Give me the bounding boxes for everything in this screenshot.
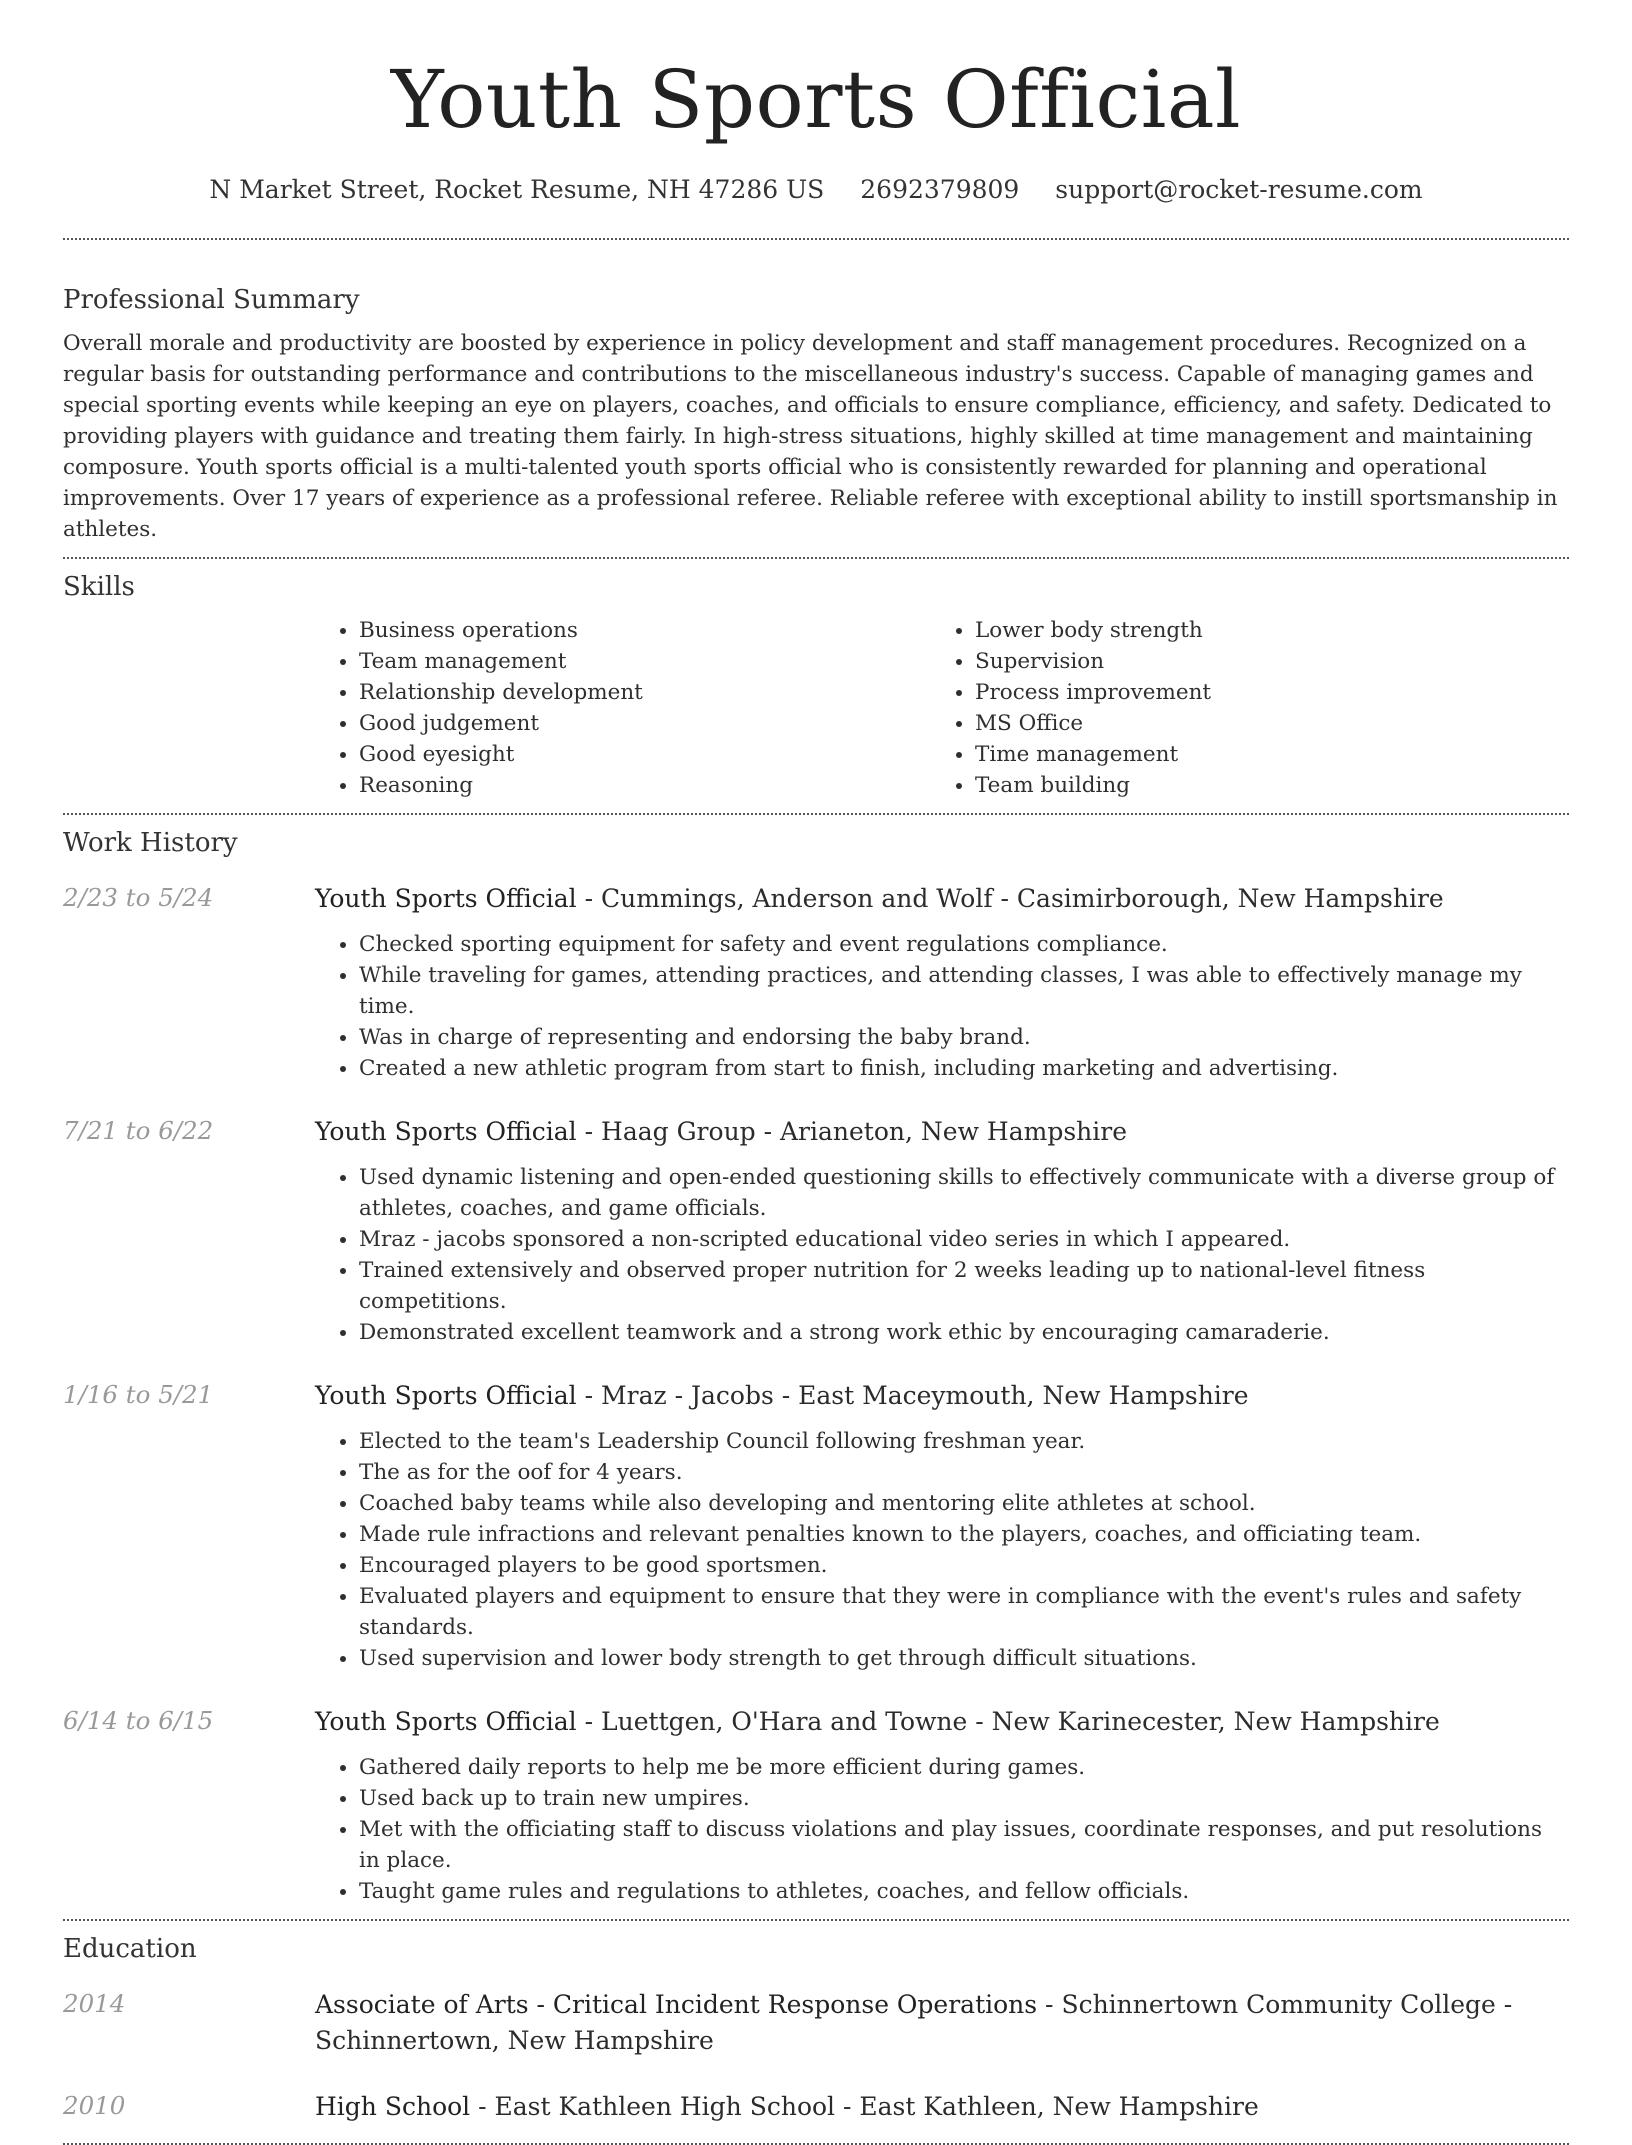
education-year: 2014 — [63, 1989, 126, 2018]
job-title: Youth Sports Official — [315, 1707, 577, 1736]
job-bullet: • Checked sporting equipment for safety and event regulations compliance. — [359, 929, 1569, 960]
job-employer: - Mraz - Jacobs - East Maceymouth, New Hampshire — [576, 1381, 1249, 1410]
skill-item: • Good judgement — [359, 708, 931, 739]
education-school: - East Kathleen High School - East Kathleen, New Hampshire — [470, 2092, 1259, 2121]
education-degree: Associate of Arts - Critical Incident Response Operations — [315, 1990, 1038, 2019]
job-bullet: • Met with the officiating staff to discuss violations and play issues, coordinate responses, and put resolutions in place. — [359, 1814, 1569, 1876]
job-entry — [63, 881, 1569, 1084]
job-bullets — [315, 1752, 1569, 1907]
job-dates: 7/21 to 6/22 — [63, 1116, 214, 1145]
job-header — [63, 1704, 1569, 1740]
education-entry — [63, 1987, 1569, 2059]
contact-email: support@rocket-resume.com — [1055, 175, 1423, 204]
job-bullet: • Created a new athletic program from start to finish, including marketing and advertising. — [359, 1053, 1569, 1084]
job-bullets — [315, 929, 1569, 1084]
contact-phone: 2692379809 — [860, 175, 1020, 204]
job-heading — [315, 1378, 1249, 1414]
job-bullet: • Was in charge of representing and endorsing the baby brand. — [359, 1022, 1569, 1053]
job-dates: 2/23 to 5/24 — [63, 883, 214, 912]
skills-column-right — [931, 615, 1569, 801]
job-bullet: • Evaluated players and equipment to ensure that they were in compliance with the event's rules and safety standards. — [359, 1581, 1569, 1643]
skills-section — [63, 571, 1569, 801]
skill-item: • MS Office — [975, 708, 1569, 739]
job-dates: 1/16 to 5/21 — [63, 1380, 214, 1409]
education-degree: High School — [315, 2092, 471, 2121]
education-heading-text — [315, 1987, 1569, 2059]
job-employer: - Cummings, Anderson and Wolf - Casimirborough, New Hampshire — [576, 884, 1444, 913]
job-bullets — [315, 1162, 1569, 1348]
contact-address: N Market Street, Rocket Resume, NH 47286 US — [209, 175, 825, 204]
job-entry — [63, 1704, 1569, 1907]
job-bullet: • While traveling for games, attending practices, and attending classes, I was able to effectively manage my time. — [359, 960, 1569, 1022]
job-entry — [63, 1378, 1569, 1674]
job-bullet: • The as for the oof for 4 years. — [359, 1457, 1569, 1488]
job-heading — [315, 1704, 1440, 1740]
work-history-section — [63, 827, 1569, 1907]
job-bullet: • Trained extensively and observed proper nutrition for 2 weeks leading up to national-level fitness competitions. — [359, 1255, 1569, 1317]
section-divider — [63, 238, 1569, 240]
job-bullet: • Encouraged players to be good sportsmen. — [359, 1550, 1569, 1581]
contact-line — [63, 174, 1569, 206]
skill-item: • Team building — [975, 770, 1569, 801]
skills-heading: Skills — [63, 572, 135, 602]
job-employer: - Luettgen, O'Hara and Towne - New Karinecester, New Hampshire — [576, 1707, 1440, 1736]
education-section — [63, 1933, 1569, 2125]
job-header — [63, 1114, 1569, 1150]
summary-section — [63, 284, 1569, 545]
skill-item: • Reasoning — [359, 770, 931, 801]
education-entry — [63, 2089, 1569, 2125]
education-school: - Schinnertown Community College - Schinnertown, New Hampshire — [315, 1990, 1513, 2055]
job-bullets — [315, 1426, 1569, 1674]
job-heading — [315, 881, 1444, 917]
job-bullet: • Made rule infractions and relevant penalties known to the players, coaches, and officiating team. — [359, 1519, 1569, 1550]
job-bullet: • Used back up to train new umpires. — [359, 1783, 1569, 1814]
job-entry — [63, 1114, 1569, 1348]
skill-item: • Relationship development — [359, 677, 931, 708]
skill-item: • Lower body strength — [975, 615, 1569, 646]
skill-item: • Business operations — [359, 615, 931, 646]
skills-list — [315, 615, 1569, 801]
job-employer: - Haag Group - Arianeton, New Hampshire — [576, 1117, 1128, 1146]
section-divider — [63, 1919, 1569, 1921]
section-divider — [63, 557, 1569, 559]
job-bullet: • Mraz - jacobs sponsored a non-scripted educational video series in which I appeared. — [359, 1224, 1569, 1255]
job-bullet: • Elected to the team's Leadership Council following freshman year. — [359, 1426, 1569, 1457]
resume-name: Youth Sports Official — [390, 53, 1242, 146]
job-header — [63, 881, 1569, 917]
skill-item: • Team management — [359, 646, 931, 677]
job-dates: 6/14 to 6/15 — [63, 1706, 214, 1735]
job-bullet: • Taught game rules and regulations to athletes, coaches, and fellow officials. — [359, 1876, 1569, 1907]
job-heading — [315, 1114, 1127, 1150]
job-bullet: • Gathered daily reports to help me be more efficient during games. — [359, 1752, 1569, 1783]
job-title: Youth Sports Official — [315, 1381, 577, 1410]
skill-item: • Time management — [975, 739, 1569, 770]
work-history-heading: Work History — [63, 828, 238, 858]
skills-column-left — [315, 615, 931, 801]
education-heading-text — [315, 2089, 1259, 2125]
job-bullet: • Demonstrated excellent teamwork and a strong work ethic by encouraging camaraderie. — [359, 1317, 1569, 1348]
job-bullet: • Used supervision and lower body strength to get through difficult situations. — [359, 1643, 1569, 1674]
skill-item: • Supervision — [975, 646, 1569, 677]
job-header — [63, 1378, 1569, 1414]
summary-text: Overall morale and productivity are boosted by experience in policy development and staff management procedures. Recognized on a regular basis for outstanding performance and contributions to the miscellaneous industry's success. Capable of managing games and special sporting events while keeping an eye on players, coaches, and officials to ensure compliance, efficiency, and safety. Dedicated to providing players with guidance and treating them fairly. In high-stress situations, highly skilled at time management and maintaining composure. Youth sports official is a multi-talented youth sports official who is consistently rewarded for planning and operational improvements. Over 17 years of experience as a professional referee. Reliable referee with exceptional ability to instill sportsmanship in athletes. — [63, 331, 1558, 542]
summary-heading: Professional Summary — [63, 285, 360, 315]
education-year: 2010 — [63, 2091, 126, 2120]
skill-item: • Good eyesight — [359, 739, 931, 770]
job-bullet: • Coached baby teams while also developing and mentoring elite athletes at school. — [359, 1488, 1569, 1519]
job-title: Youth Sports Official — [315, 884, 577, 913]
job-bullet: • Used dynamic listening and open-ended questioning skills to effectively communicate with a diverse group of athletes, coaches, and game officials. — [359, 1162, 1569, 1224]
job-title: Youth Sports Official — [315, 1117, 577, 1146]
education-heading: Education — [63, 1934, 197, 1964]
skill-item: • Process improvement — [975, 677, 1569, 708]
section-divider — [63, 813, 1569, 815]
